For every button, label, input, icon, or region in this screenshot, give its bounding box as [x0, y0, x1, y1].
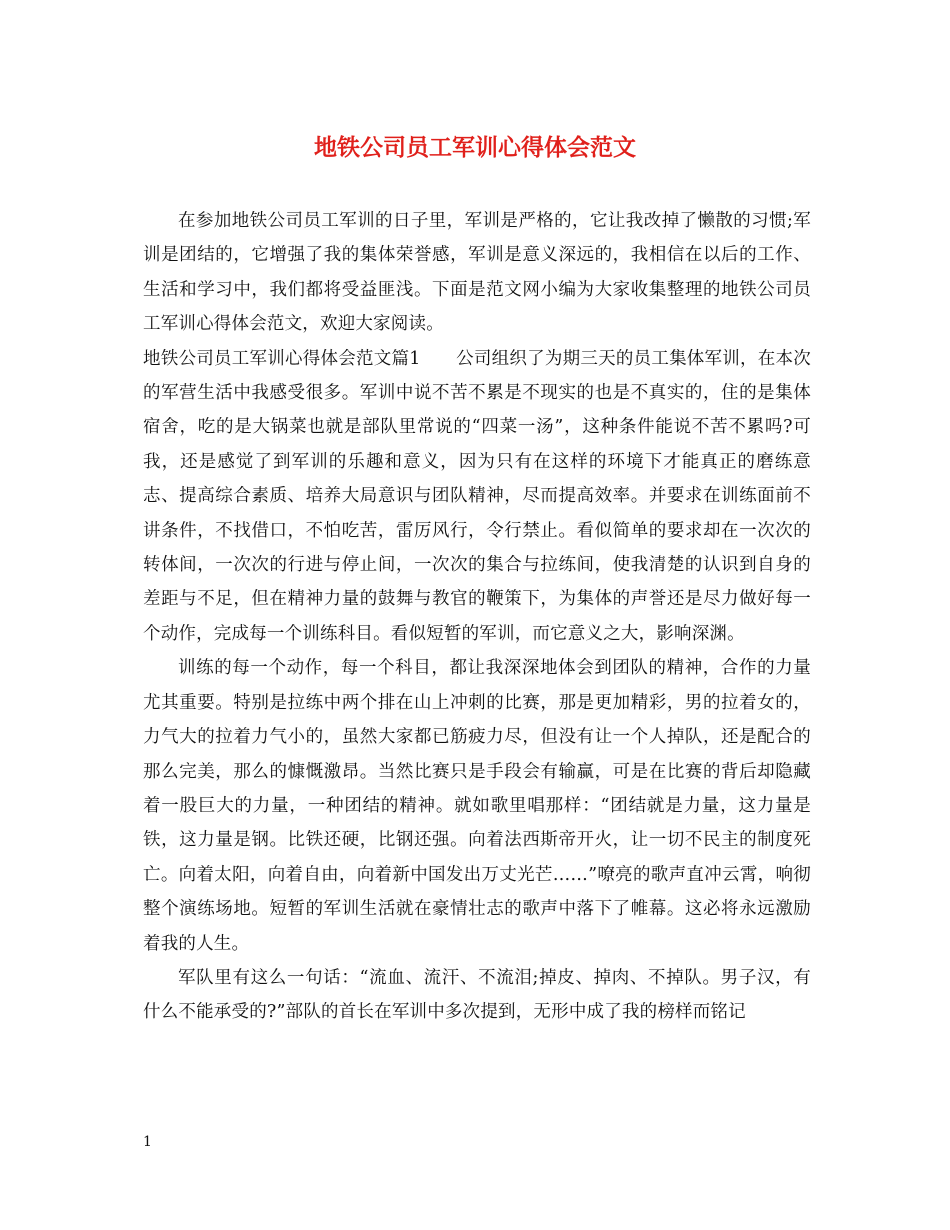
document-title: 地铁公司员工军训心得体会范文	[314, 135, 636, 161]
paragraph-article-1: 地铁公司员工军训心得体会范文篇1 公司组织了为期三天的员工集体军训，在本次的军营生活中我感受很多。军训中说不苦不累是不现实的也是不真实的，住的是集体宿舍，吃的是大锅菜也就是部队里常说的“四菜一汤”，这种条件能说不苦不累吗?可我，还是感觉了到军训的乐趣和意义，因为只有在这样的环境下才能真正的磨练意志、提高综合素质、培养大局意识与团队精神，尽而提高效率。并要求在训练面前不讲条件，不找借口，不怕吃苦，雷厉风行，令行禁止。看似简单的要求却在一次次的转体间，一次次的行进与停止间，一次次的集合与拉练间，使我清楚的认识到自身的差距与不足，但在精神力量的鼓舞与教官的鞭策下，为集体的声誉还是尽力做好每一个动作，完成每一个训练科目。看似短暂的军训，而它意义之大，影响深渊。	[143, 348, 811, 644]
page-number: 1	[143, 1134, 152, 1150]
paragraph-intro: 在参加地铁公司员工军训的日子里，军训是严格的，它让我改掉了懒散的习惯;军训是团结的，它增强了我的集体荣誉感，军训是意义深远的，我相信在以后的工作、生活和学习中，我们都将受益匪浅。下面是范文网小编为大家收集整理的地铁公司员工军训心得体会范文，欢迎大家阅读。	[143, 211, 811, 335]
paragraph-army-saying: 军队里有这么一句话：“流血、流汗、不流泪;掉皮、掉肉、不掉队。男子汉，有什么不能承受的?”部队的首长在军训中多次提到，无形中成了我的榜样而铭记	[143, 967, 811, 1023]
paragraph-teamwork: 训练的每一个动作，每一个科目，都让我深深地体会到团队的精神，合作的力量尤其重要。特别是拉练中两个排在山上冲刺的比赛，那是更加精彩，男的拉着女的，力气大的拉着力气小的，虽然大家都已筋疲力尽，但没有让一个人掉队，还是配合的那么完美，那么的慷慨激昂。当然比赛只是手段会有输赢，可是在比赛的背后却隐藏着一股巨大的力量，一种团结的精神。就如歌里唱那样：“团结就是力量，这力量是铁，这力量是钢。比铁还硬，比钢还强。向着法西斯帝开火，让一切不民主的制度死亡。向着太阳，向着自由，向着新中国发出万丈光芒……”嘹亮的歌声直冲云霄，响彻整个演练场地。短暂的军训生活就在豪情壮志的歌声中落下了帷幕。这必将永远激励着我的人生。	[143, 658, 811, 954]
document-body	[143, 204, 811, 1030]
